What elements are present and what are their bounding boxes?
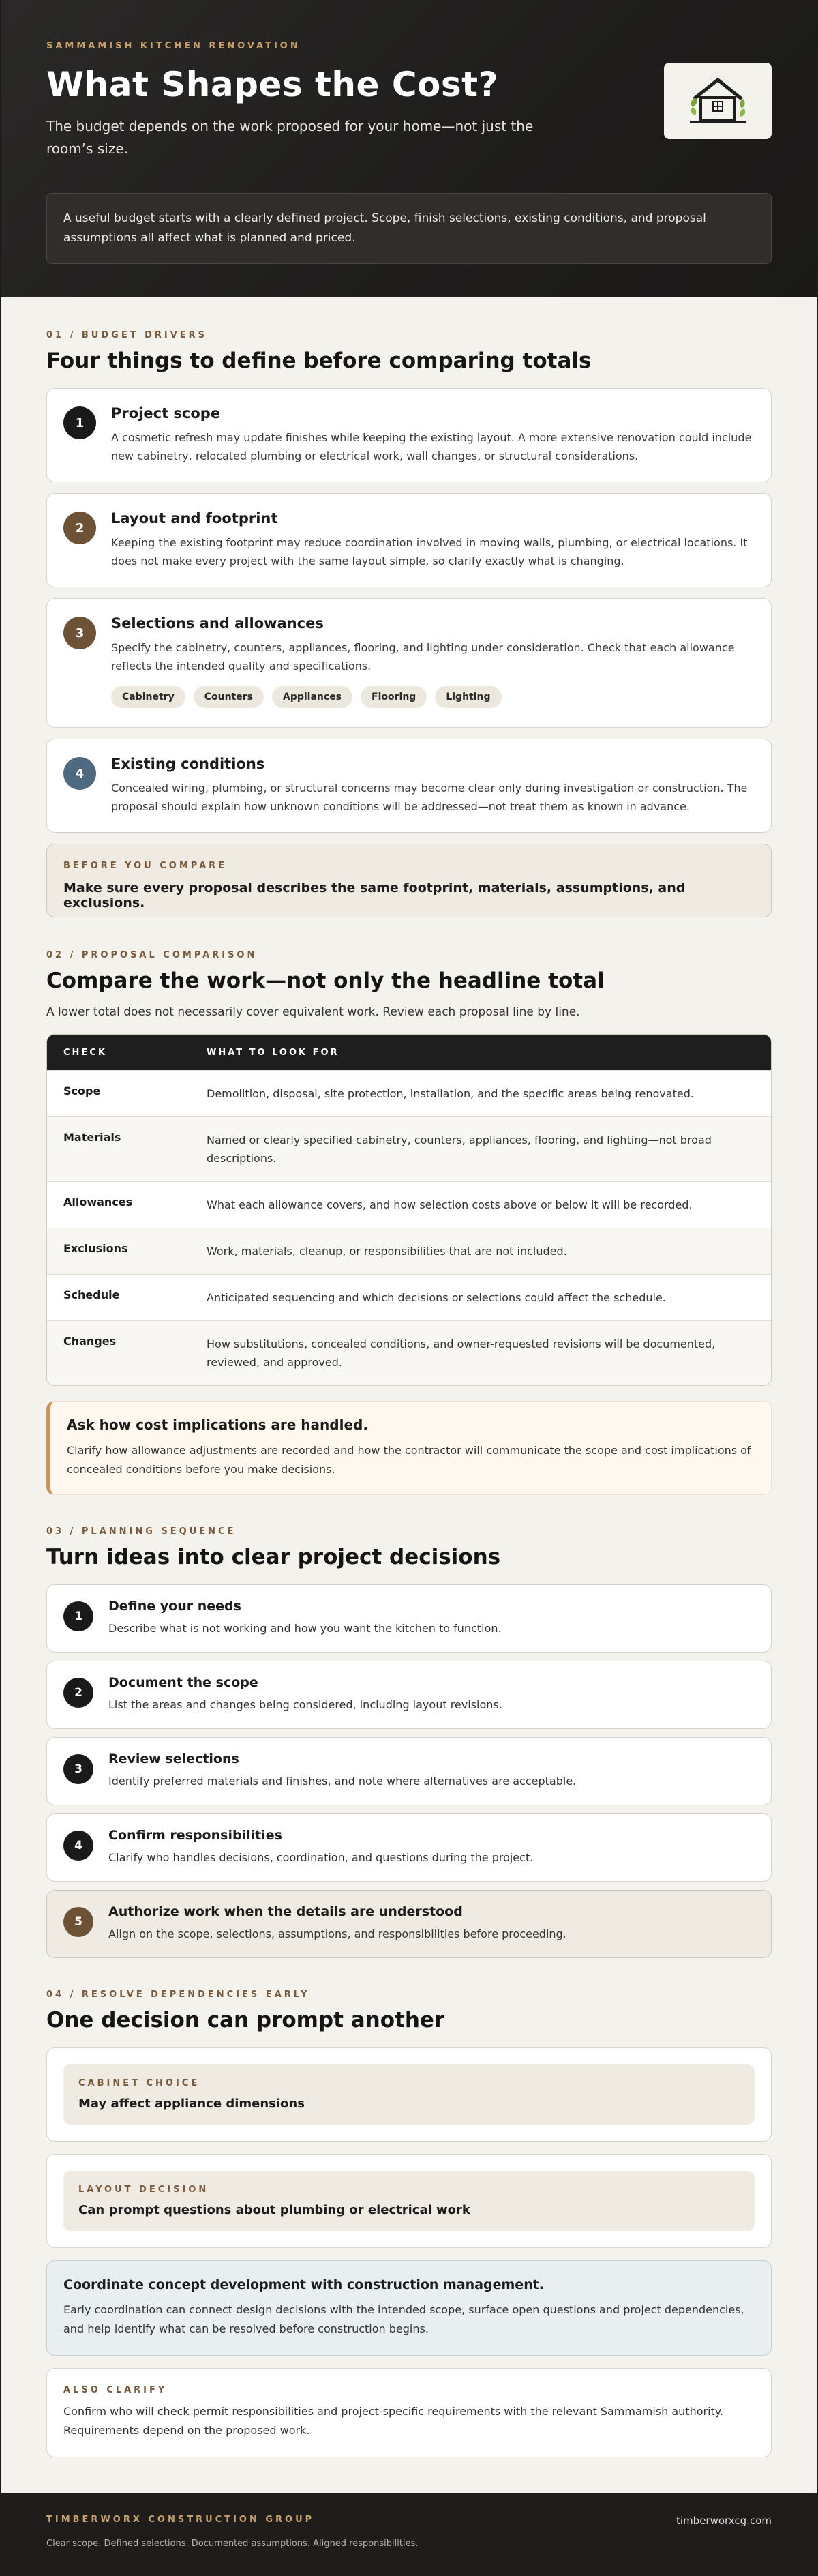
table-row <box>47 1070 771 1116</box>
step-number-badge: 1 <box>63 1601 93 1631</box>
section-title: Turn ideas into clear project decisions <box>46 1545 501 1569</box>
table-cell-check: Materials <box>63 1131 121 1144</box>
table-cell-check: Exclusions <box>63 1242 128 1255</box>
driver-title: Project scope <box>111 405 221 421</box>
hero-note: A useful budget starts with a clearly defined project. Scope, finish selections, existing conditions, and proposal assumptions all affect what is planned and priced. <box>46 193 772 264</box>
dependencies-section <box>1 1958 817 2457</box>
planning-step <box>46 1584 772 1653</box>
table-cell-check: Scope <box>63 1084 101 1097</box>
step-title: Define your needs <box>108 1599 241 1614</box>
planning-sequence-section <box>1 1495 817 1958</box>
also-clarify-text: Confirm who will check permit responsibilities and project-specific requirements with the relevant Sammamish authority. Requirements depend on the proposed work. <box>63 2405 724 2437</box>
footer-url-link[interactable]: timberworxcg.com <box>676 2515 772 2527</box>
hero-subtitle: The budget depends on the work proposed for your home—not just the room’s size. <box>46 118 534 157</box>
dependency-card <box>46 2047 772 2142</box>
step-title: Document the scope <box>108 1675 258 1690</box>
callout-text: Clarify how allowance adjustments are recorded and how the contractor will communicate the scope and cost implications of concealed conditions before you make decisions. <box>67 1444 751 1476</box>
driver-title: Existing conditions <box>111 756 265 772</box>
driver-card <box>46 598 772 728</box>
house-logo-icon <box>664 63 772 139</box>
driver-card <box>46 388 772 482</box>
driver-text: Concealed wiring, plumbing, or structural concerns may become clear only during investigation or construction. The proposal should explain how unknown conditions will be addressed—not treat them as known in advance. <box>111 782 748 813</box>
column-header-check: CHECK <box>63 1047 107 1058</box>
cost-implications-callout <box>46 1401 772 1495</box>
table-cell-look: How substitutions, concealed conditions, and owner-requested revisions will be documented, reviewed, and approved. <box>207 1337 716 1369</box>
section-title: One decision can prompt another <box>46 2008 445 2032</box>
driver-text: Keeping the existing footprint may reduce coordination involved in moving walls, plumbing, or electrical locations. It does not make every project with the same layout simple, so clarify exactly what is changing. <box>111 536 748 567</box>
section-title: Compare the work—not only the headline total <box>46 968 605 993</box>
section-eyebrow: 01 / BUDGET DRIVERS <box>46 330 208 340</box>
dependency-card <box>46 2154 772 2248</box>
step-title: Authorize work when the details are understood <box>108 1904 463 1919</box>
dependency-value: Can prompt questions about plumbing or electrical work <box>78 2203 470 2217</box>
page-footer <box>1 2493 817 2576</box>
table-cell-look: What each allowance covers, and how selection costs above or below it will be recorded. <box>207 1198 693 1211</box>
step-title: Review selections <box>108 1751 239 1766</box>
hero-header <box>1 0 817 297</box>
chip-appliances: Appliances <box>272 686 352 708</box>
step-number-badge: 4 <box>63 1831 93 1861</box>
selection-chips <box>111 686 755 708</box>
footer-tagline: Clear scope. Defined selections. Documented assumptions. Aligned responsibilities. <box>46 2538 419 2549</box>
chip-counters: Counters <box>194 686 264 708</box>
step-text: Align on the scope, selections, assumptions, and responsibilities before proceeding. <box>108 1927 566 1940</box>
coordinate-callout <box>46 2260 772 2356</box>
step-text: List the areas and changes being considered, including layout revisions. <box>108 1698 502 1711</box>
dependency-label: CABINET CHOICE <box>78 2078 200 2088</box>
table-cell-look: Demolition, disposal, site protection, installation, and the specific areas being renovated. <box>207 1087 694 1100</box>
step-number-badge: 2 <box>63 1678 93 1708</box>
step-number-badge: 4 <box>63 757 96 790</box>
also-clarify-card <box>46 2368 772 2457</box>
table-cell-check: Schedule <box>63 1288 120 1301</box>
step-text: Describe what is not working and how you want the kitchen to function. <box>108 1622 502 1635</box>
dependency-value: May affect appliance dimensions <box>78 2097 305 2111</box>
section-eyebrow: 04 / RESOLVE DEPENDENCIES EARLY <box>46 1989 310 2000</box>
step-number-badge: 3 <box>63 617 96 649</box>
column-header-look: WHAT TO LOOK FOR <box>207 1047 339 1058</box>
dependency-label: LAYOUT DECISION <box>78 2185 209 2195</box>
comparison-table <box>46 1034 772 1386</box>
driver-card <box>46 739 772 833</box>
step-number-badge: 5 <box>63 1907 93 1937</box>
table-cell-look: Anticipated sequencing and which decisions or selections could affect the schedule. <box>207 1291 666 1304</box>
callout-label: BEFORE YOU COMPARE <box>63 861 228 871</box>
section-title: Four things to define before comparing totals <box>46 349 592 373</box>
also-clarify-label: ALSO CLARIFY <box>63 2385 168 2395</box>
section-eyebrow: 03 / PLANNING SEQUENCE <box>46 1526 237 1537</box>
chip-cabinetry: Cabinetry <box>111 686 185 708</box>
chip-flooring: Flooring <box>361 686 427 708</box>
table-row <box>47 1181 771 1228</box>
table-cell-look: Named or clearly specified cabinetry, counters, appliances, flooring, and lighting—not broad descriptions. <box>207 1134 712 1165</box>
callout-title: Coordinate concept development with construction management. <box>63 2277 545 2292</box>
table-row <box>47 1116 771 1181</box>
driver-card <box>46 493 772 587</box>
step-title: Confirm responsibilities <box>108 1828 282 1843</box>
planning-step <box>46 1890 772 1958</box>
planning-step <box>46 1813 772 1882</box>
driver-text: Specify the cabinetry, counters, appliances, flooring, and lighting under consideration. Check that each allowance reflects the intended quality and specifications. <box>111 641 735 672</box>
table-cell-look: Work, materials, cleanup, or responsibilities that are not included. <box>207 1245 567 1258</box>
proposal-comparison-section <box>1 917 817 1495</box>
page-title: What Shapes the Cost? <box>46 65 499 104</box>
hero-eyebrow: SAMMAMISH KITCHEN RENOVATION <box>46 41 301 51</box>
planning-step <box>46 1661 772 1729</box>
callout-text: Early coordination can connect design decisions with the intended scope, surface open questions and project dependencies, and help identify what can be resolved before construction begins. <box>63 2303 744 2335</box>
budget-drivers-section <box>1 297 817 917</box>
callout-title: Ask how cost implications are handled. <box>67 1417 368 1433</box>
before-you-compare-callout <box>46 844 772 917</box>
step-text: Clarify who handles decisions, coordination, and questions during the project. <box>108 1851 534 1864</box>
chip-lighting: Lighting <box>435 686 501 708</box>
table-header <box>47 1035 771 1070</box>
step-number-badge: 2 <box>63 512 96 544</box>
step-number-badge: 1 <box>63 406 96 439</box>
section-lead: A lower total does not necessarily cover equivalent work. Review each proposal line by line. <box>46 1005 580 1019</box>
driver-text: A cosmetic refresh may update finishes while keeping the existing layout. A more extensive renovation could include new cabinetry, relocated plumbing or electrical work, wall changes, or structural considerations. <box>111 431 752 462</box>
step-text: Identify preferred materials and finishes, and note where alternatives are acceptable. <box>108 1775 577 1788</box>
table-cell-check: Changes <box>63 1335 117 1348</box>
table-cell-check: Allowances <box>63 1196 133 1209</box>
table-row <box>47 1228 771 1274</box>
footer-brand: TIMBERWORX CONSTRUCTION GROUP <box>46 2515 315 2525</box>
driver-title: Selections and allowances <box>111 615 324 632</box>
callout-text: Make sure every proposal describes the same footprint, materials, assumptions, and exclusions. <box>63 880 686 911</box>
table-row <box>47 1320 771 1385</box>
table-row <box>47 1274 771 1320</box>
section-eyebrow: 02 / PROPOSAL COMPARISON <box>46 950 258 960</box>
step-number-badge: 3 <box>63 1754 93 1784</box>
planning-step <box>46 1737 772 1805</box>
driver-title: Layout and footprint <box>111 510 278 527</box>
